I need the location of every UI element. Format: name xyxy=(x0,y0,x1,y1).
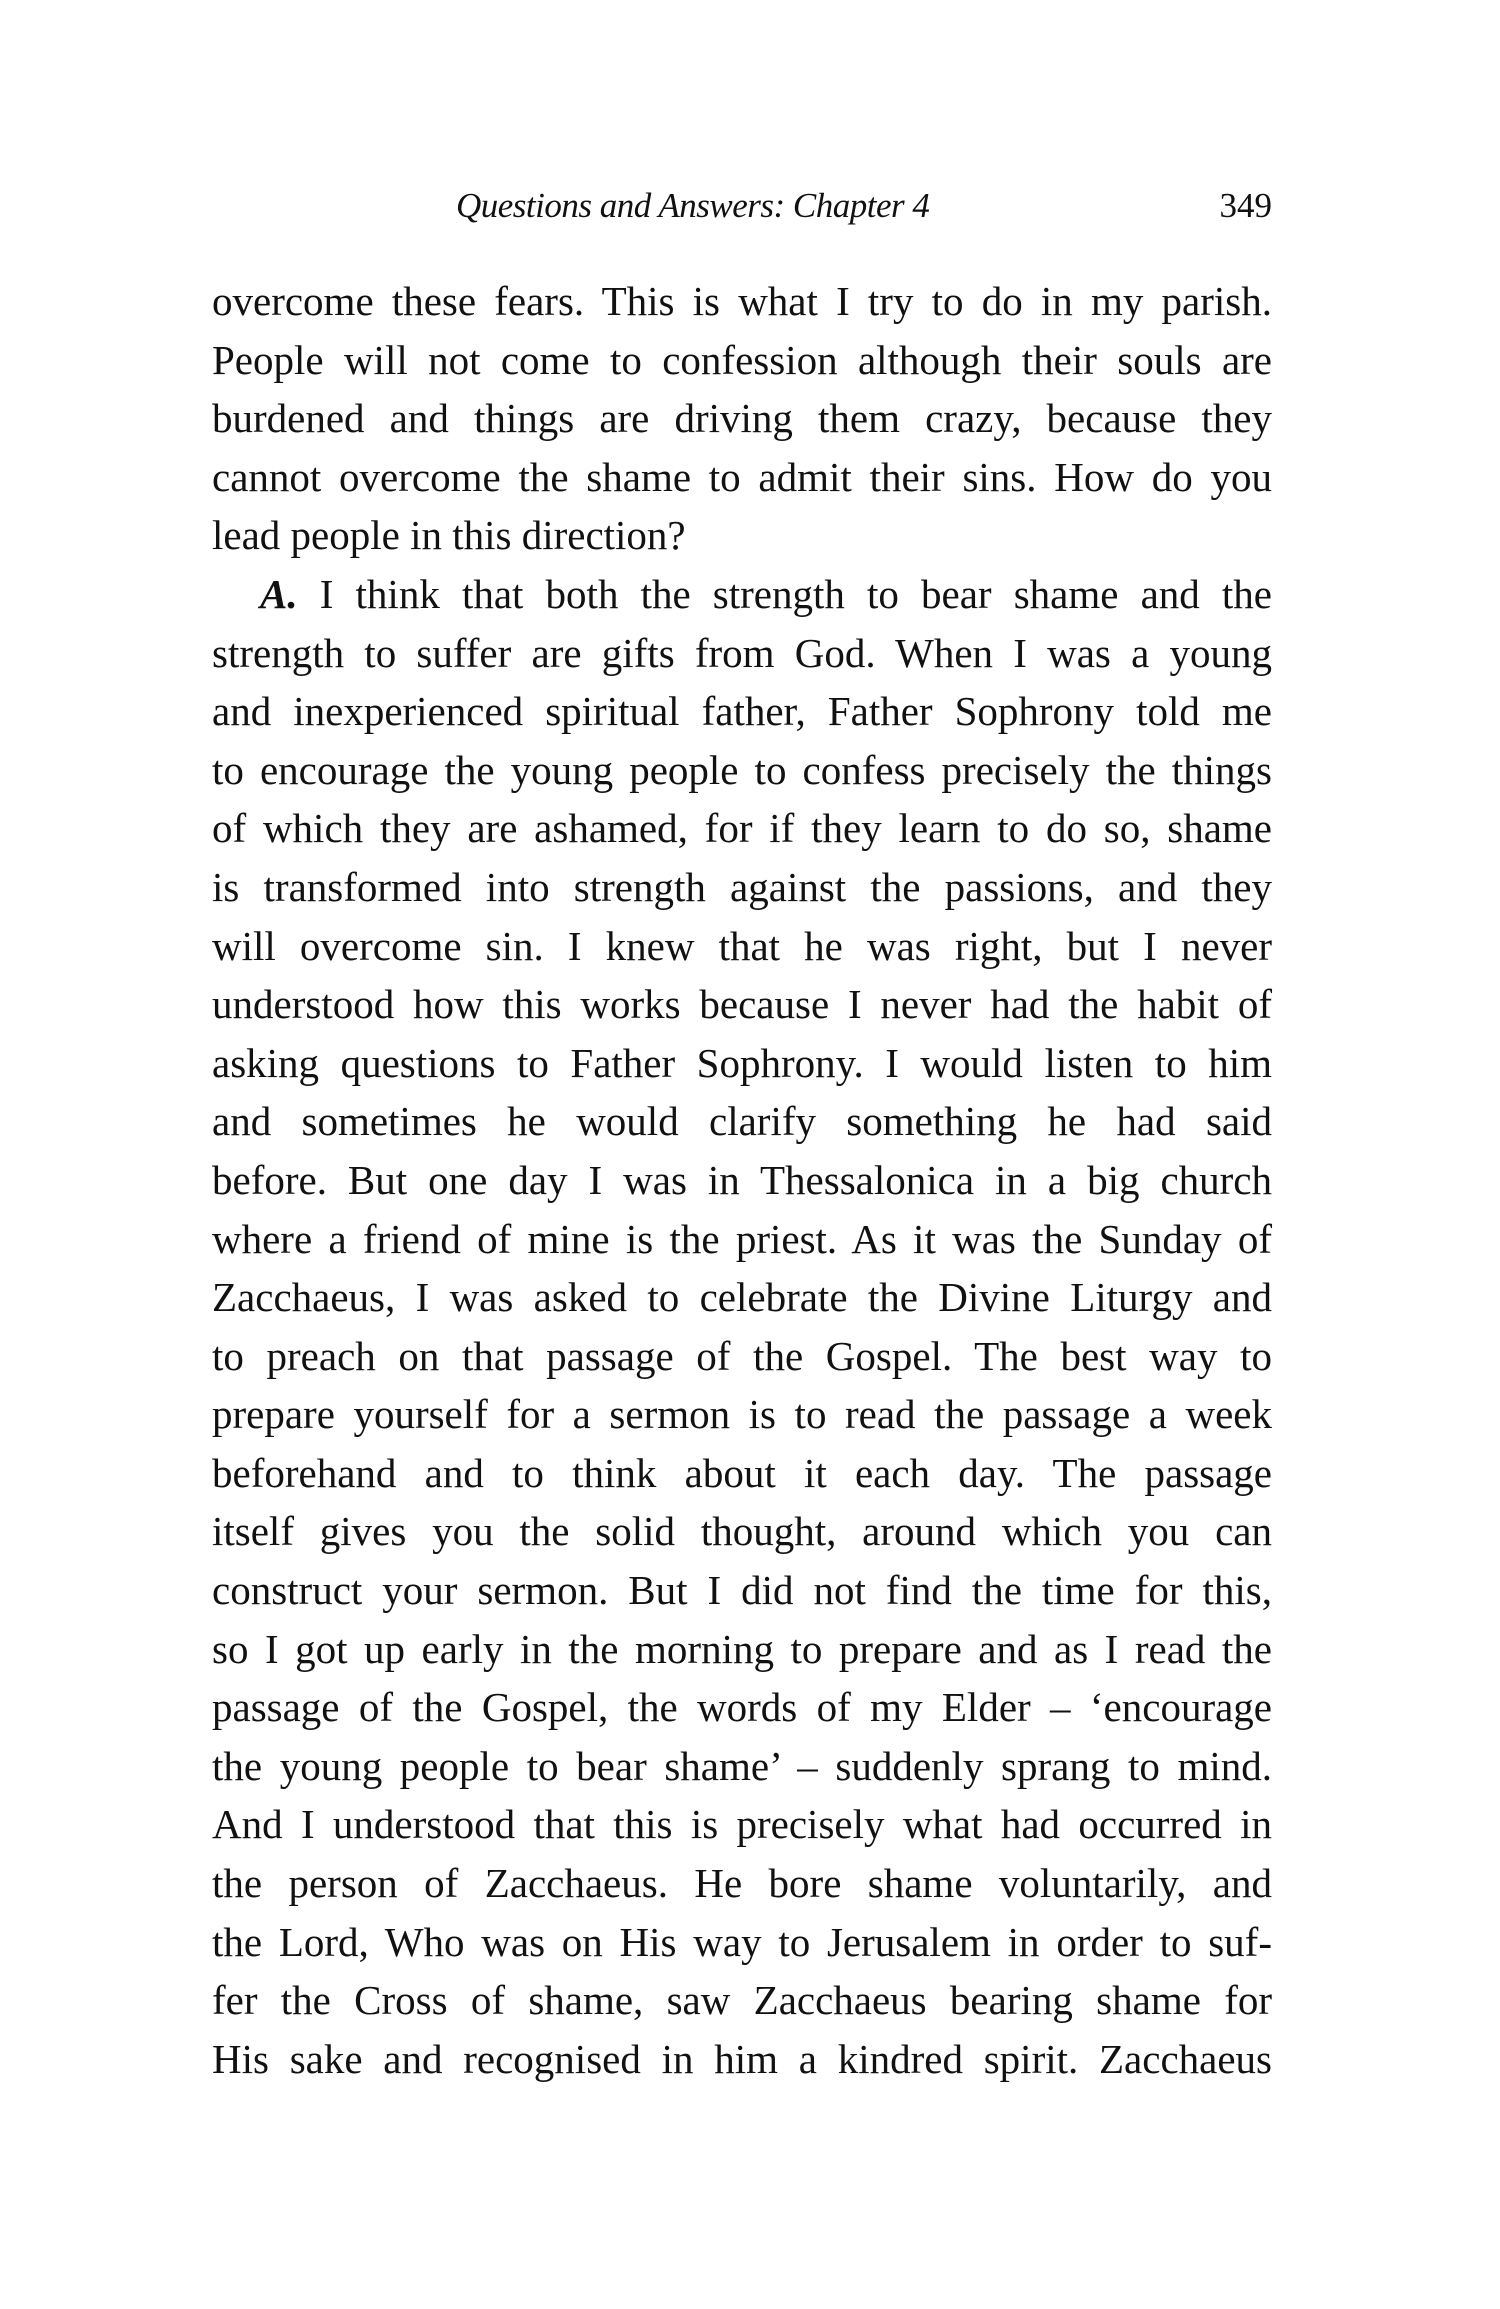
text-line: and sometimes he would clarify something he had said xyxy=(212,1098,1272,1145)
text-line: the young people to bear shame’ – suddenly sprang to mind. xyxy=(212,1742,1272,1789)
text-line: itself gives you the solid thought, around which you can xyxy=(212,1508,1272,1555)
text-line: passage of the Gospel, the words of my Elder – ‘encourage xyxy=(212,1684,1272,1731)
text-line: I think that both the strength to bear shame and the xyxy=(319,570,1273,617)
body-text xyxy=(212,272,1272,2088)
text-line: burdened and things are driving them crazy, because they xyxy=(212,395,1272,442)
text-line: the person of Zacchaeus. He bore shame voluntarily, and xyxy=(212,1860,1272,1907)
running-title: Questions and Answers: Chapter 4 xyxy=(456,186,930,225)
text-line: and inexperienced spiritual father, Father Sophrony told me xyxy=(212,688,1272,735)
text-line: Zacchaeus, I was asked to celebrate the Divine Liturgy and xyxy=(212,1274,1272,1321)
text-line: to preach on that passage of the Gospel. The best way to xyxy=(212,1332,1272,1379)
text-line: understood how this works because I never had the habit of xyxy=(212,981,1272,1028)
text-line: construct your sermon. But I did not find the time for this, xyxy=(212,1567,1272,1614)
text-line: asking questions to Father Sophrony. I would listen to him xyxy=(212,1039,1272,1086)
page-header xyxy=(212,186,1272,236)
text-line: People will not come to confession although their souls are xyxy=(212,336,1272,383)
text-line: fer the Cross of shame, saw Zacchaeus bearing shame for xyxy=(212,1977,1272,2024)
text-line: prepare yourself for a sermon is to read the passage a week xyxy=(212,1391,1272,1438)
text-line: His sake and recognised in him a kindred spirit. Zacchaeus xyxy=(212,2035,1272,2082)
text-line: so I got up early in the morning to prepare and as I read the xyxy=(212,1625,1272,1672)
text-line: will overcome sin. I knew that he was right, but I never xyxy=(212,922,1272,969)
text-line: overcome these fears. This is what I try to do in my parish. xyxy=(212,278,1272,324)
text-line: beforehand and to think about it each day. The passage xyxy=(212,1449,1272,1496)
text-line: cannot overcome the shame to admit their sins. How do you xyxy=(212,453,1272,500)
text-line: lead people in this direction? xyxy=(212,512,686,559)
answer-first-line xyxy=(212,565,1272,624)
text-line: And I understood that this is precisely what had occurred in xyxy=(212,1801,1272,1848)
text-line: the Lord, Who was on His way to Jerusalem in order to suf- xyxy=(212,1918,1272,1965)
page-number: 349 xyxy=(1219,186,1272,225)
text-line: strength to suffer are gifts from God. When I was a young xyxy=(212,629,1272,676)
text-line: where a friend of mine is the priest. As it was the Sunday of xyxy=(212,1215,1272,1262)
text-line: before. But one day I was in Thessalonica in a big church xyxy=(212,1156,1272,1203)
text-line: is transformed into strength against the passions, and they xyxy=(212,863,1272,910)
answer-marker: A. xyxy=(260,570,298,617)
text-line: of which they are ashamed, for if they learn to do so, shame xyxy=(212,805,1272,852)
text-line: to encourage the young people to confess precisely the things xyxy=(212,746,1272,793)
